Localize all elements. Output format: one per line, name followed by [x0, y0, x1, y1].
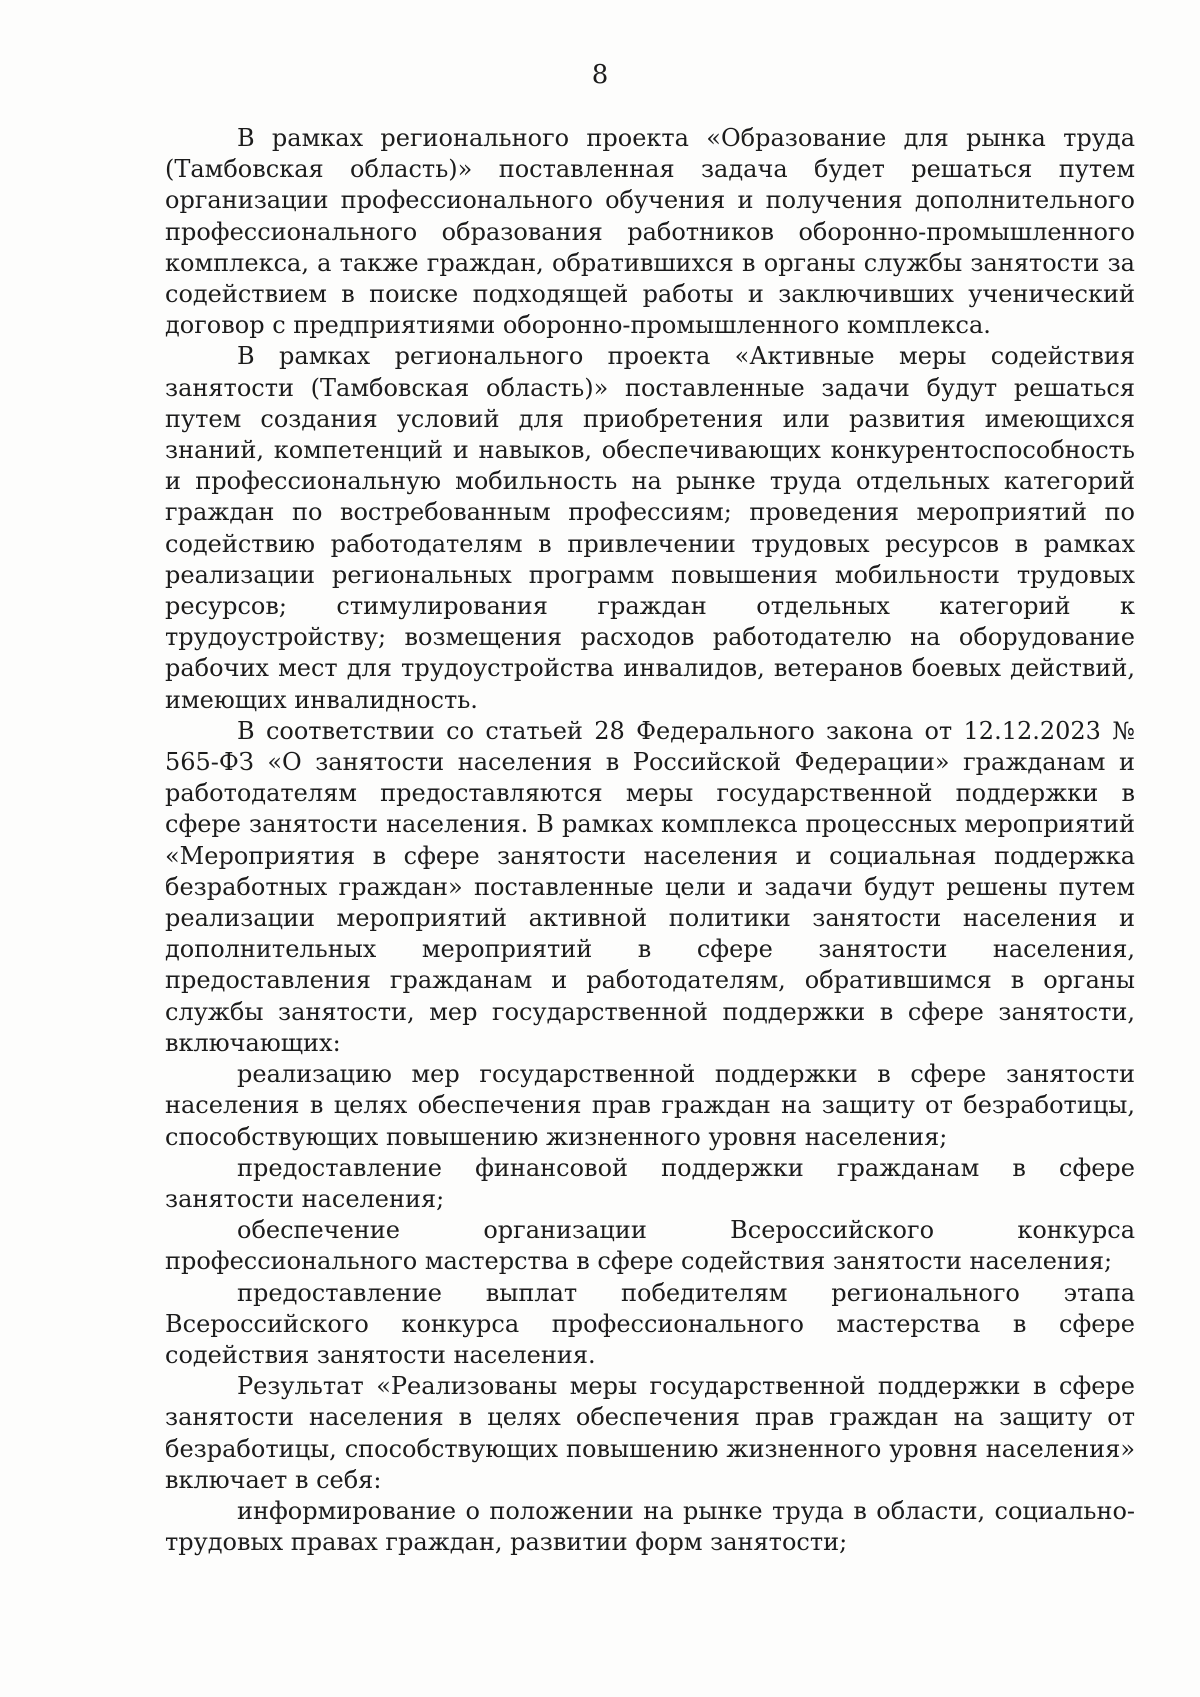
- paragraph-result: Результат «Реализованы меры государственной поддержки в сфере занятости населения в целях обеспечения прав граждан на защиту от безработицы, способствующих повышению жизненного уровня населения» включает в себя:: [165, 1372, 1135, 1494]
- page-number: 8: [591, 60, 609, 90]
- paragraph-federal-law-measures: В соответствии со статьей 28 Федерального закона от 12.12.2023 № 565-ФЗ «О занятости населения в Российской Федерации» гражданам и работодателям предоставляются меры государственной поддержки в сфере занятости населения. В рамках комплекса процессных мероприятий «Мероприятия в сфере занятости населения и социальная поддержка безработных граждан» поставленные цели и задачи будут решены путем реализации мероприятий активной политики занятости населения и дополнительных мероприятий в сфере занятости населения, предоставления гражданам и работодателям, обратившимся в органы службы занятости, мер государственной поддержки в сфере занятости, включающих:: [165, 716, 1135, 1057]
- list-item-state-support: реализацию мер государственной поддержки в сфере занятости населения в целях обеспечения прав граждан на защиту от безработицы, способствующих повышению жизненного уровня населения;: [165, 1060, 1135, 1151]
- paragraph-education-project: В рамках регионального проекта «Образование для рынка труда (Тамбовская область)» поставленная задача будет решаться путем организации профессионального обучения и получения дополнительного профессионального образования работников оборонно-промышленного комплекса, а также граждан, обратившихся в органы службы занятости за содействием в поиске подходящей работы и заключивших ученический договор с предприятиями оборонно-промышленного комплекса.: [165, 124, 1135, 340]
- paragraph-active-employment-project: В рамках регионального проекта «Активные меры содействия занятости (Тамбовская область)» поставленные задачи будут решаться путем создания условий для приобретения или развития имеющихся знаний, компетенций и навыков, обеспечивающих конкурентоспособность и профессиональную мобильность на рынке труда отдельных категорий граждан по востребованным профессиям; проведения мероприятий по содействию работодателям в привлечении трудовых ресурсов в рамках реализации региональных программ повышения мобильности трудовых ресурсов; стимулирования граждан отдельных категорий к трудоустройству; возмещения расходов работодателю на оборудование рабочих мест для трудоустройства инвалидов, ветеранов боевых действий, имеющих инвалидность.: [165, 342, 1135, 714]
- list-item-contest-payments: предоставление выплат победителям регионального этапа Всероссийского конкурса профессионального мастерства в сфере содействия занятости населения.: [165, 1278, 1135, 1369]
- list-item-contest-organization: обеспечение организации Всероссийского конкурса профессионального мастерства в сфере содействия занятости населения;: [165, 1216, 1135, 1276]
- document-body: [165, 123, 1135, 1558]
- list-item-informing: информирование о положении на рынке труда в области, социально-трудовых правах граждан, развитии форм занятости;: [165, 1496, 1135, 1557]
- list-item-financial-support: предоставление финансовой поддержки гражданам в сфере занятости населения;: [165, 1153, 1135, 1213]
